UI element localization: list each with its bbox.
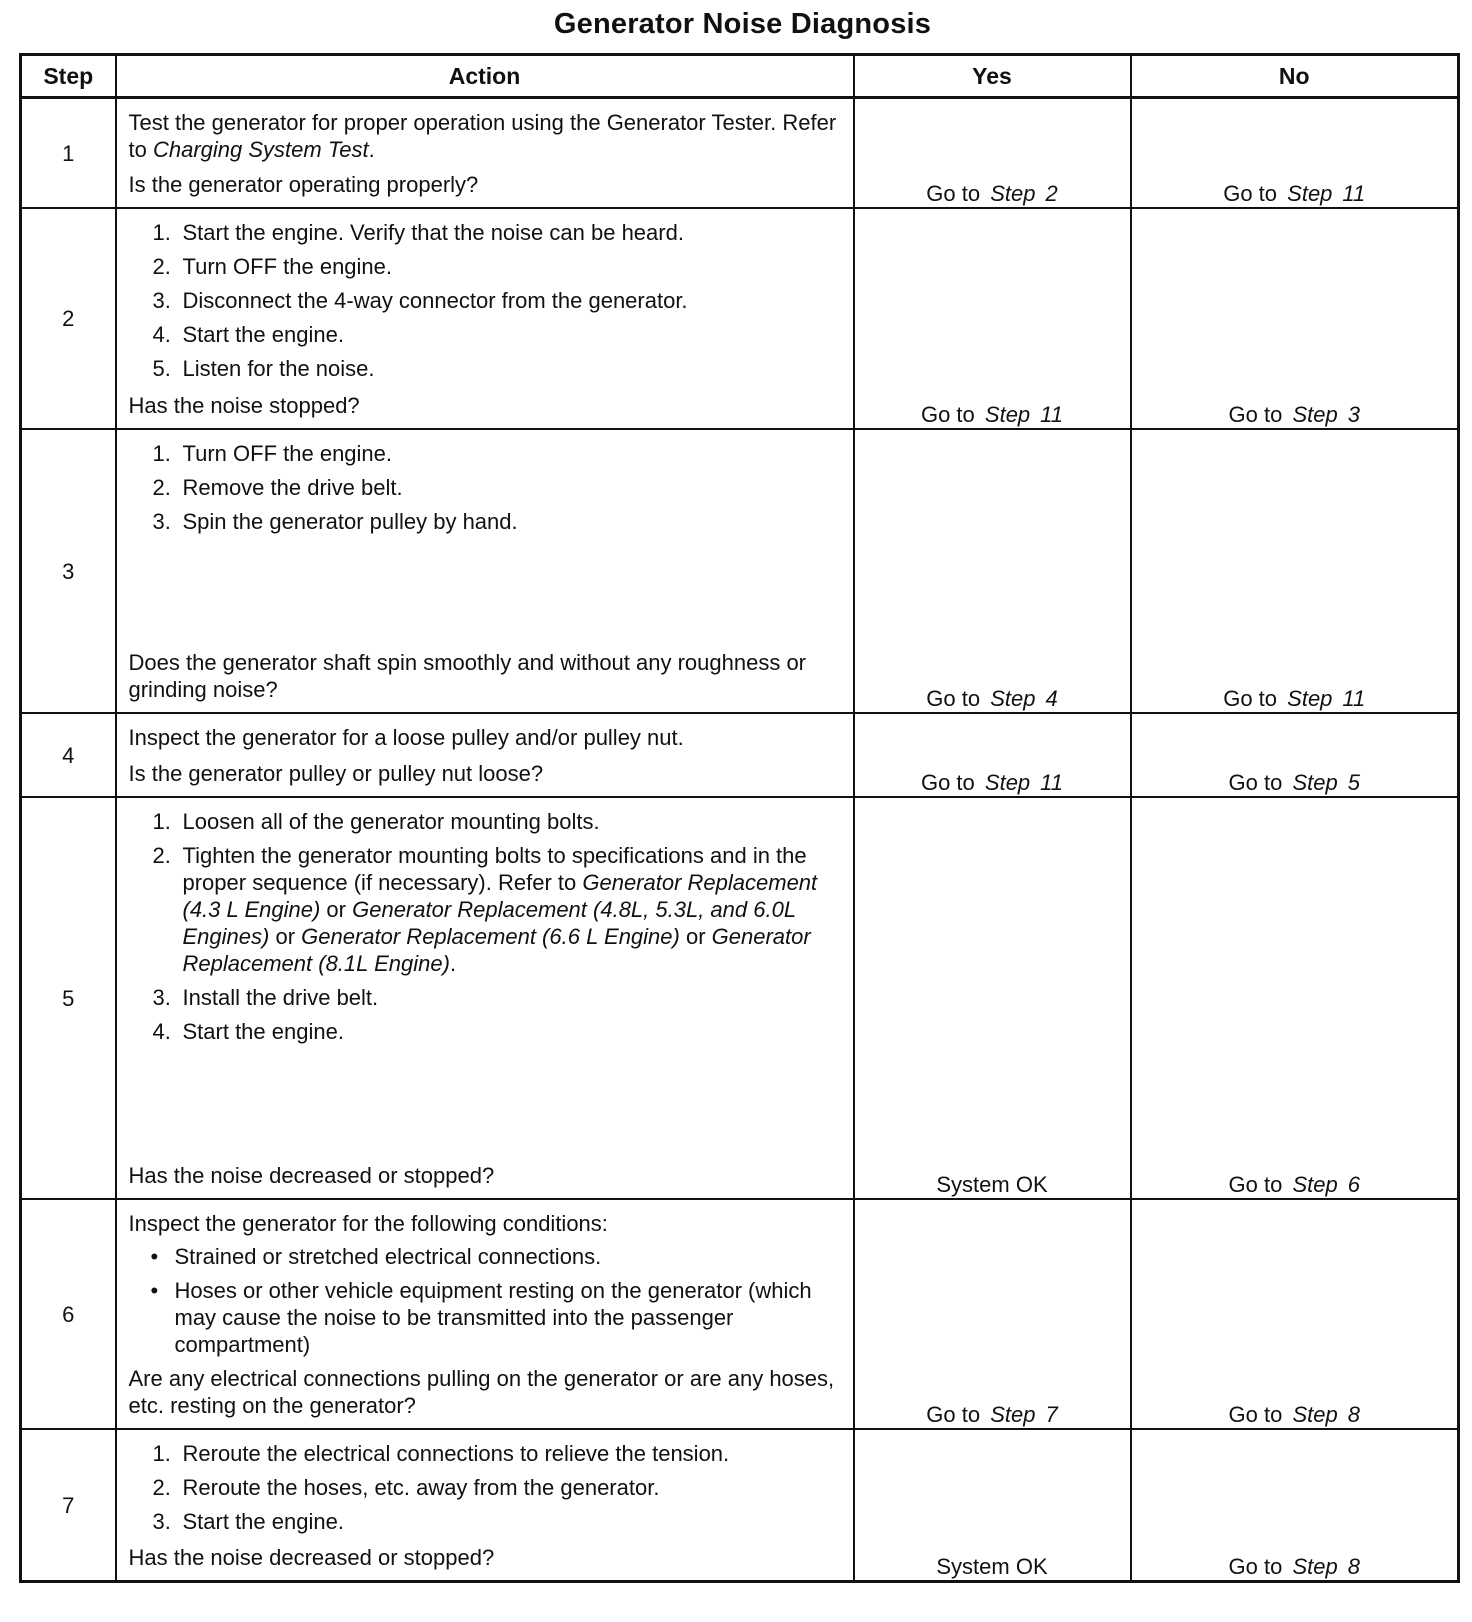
action-question: Has the noise stopped?: [128, 393, 360, 418]
yes-cell: [854, 1199, 1131, 1429]
step-number: 3: [21, 429, 116, 713]
action-question: Is the generator pulley or pulley nut loose?: [128, 761, 544, 786]
table-row: [21, 1429, 1459, 1582]
no-cell: [1131, 208, 1459, 429]
list-item: 1. Reroute the electrical connections to relieve the tension.: [152, 1441, 730, 1466]
step-number: 1: [21, 98, 116, 209]
action-cell: [116, 1199, 854, 1429]
yes-cell: [854, 98, 1131, 209]
goto-link[interactable]: Go to Step 3: [1228, 402, 1360, 427]
no-cell: [1131, 713, 1459, 797]
step-number: 2: [21, 208, 116, 429]
yes-cell: [854, 208, 1131, 429]
action-question: Does the generator shaft spin smoothly and without any roughness or grinding noise?: [128, 650, 807, 702]
no-cell: [1131, 98, 1459, 209]
numbered-list: [129, 219, 843, 389]
step-number: 4: [21, 713, 116, 797]
page-title: Generator Noise Diagnosis: [553, 8, 932, 40]
step-number: 7: [21, 1429, 116, 1582]
list-item: 2. Turn OFF the engine.: [152, 254, 393, 279]
goto-link[interactable]: Go to Step 11: [1223, 181, 1366, 206]
list-item: 1. Turn OFF the engine.: [152, 441, 393, 466]
goto-link[interactable]: Go to Step 11: [1223, 686, 1366, 711]
action-intro: Test the generator for proper operation using the Generator Tester. Refer to Charging System Test.: [128, 110, 837, 162]
list-item: 3. Start the engine.: [152, 1509, 344, 1534]
table-row: [21, 429, 1459, 713]
list-item: 4. Start the engine.: [152, 1019, 344, 1044]
table-row: [21, 713, 1459, 797]
list-item: 3. Disconnect the 4-way connector from the generator.: [152, 288, 688, 313]
action-cell: [116, 208, 854, 429]
table-row: [21, 208, 1459, 429]
bullet-list: [129, 1243, 843, 1358]
no-cell: [1131, 429, 1459, 713]
doc-reference: Generator Replacement (8.1L Engine): [182, 924, 811, 976]
action-cell: [116, 98, 854, 209]
result-system-ok: System OK: [936, 1554, 1048, 1579]
step-number: 6: [21, 1199, 116, 1429]
numbered-list: [129, 808, 843, 1052]
doc-reference: Charging System Test: [152, 137, 369, 162]
goto-link[interactable]: Go to Step 6: [1228, 1172, 1360, 1197]
header-action: Action: [116, 55, 854, 98]
action-cell: [116, 1429, 854, 1582]
list-item: 2. Remove the drive belt.: [152, 475, 403, 500]
step-number: 5: [21, 797, 116, 1199]
table-row: [21, 797, 1459, 1199]
yes-cell: [854, 1429, 1131, 1582]
list-item: 3. Spin the generator pulley by hand.: [152, 509, 518, 534]
goto-link[interactable]: Go to Step 7: [926, 1402, 1058, 1427]
table-row: [21, 1199, 1459, 1429]
doc-reference: Generator Replacement (4.3 L Engine): [182, 870, 818, 922]
list-item: 2. Reroute the hoses, etc. away from the generator.: [152, 1475, 660, 1500]
action-question: Has the noise decreased or stopped?: [128, 1545, 495, 1570]
diagnosis-table: [19, 53, 1460, 1583]
header-step: Step: [21, 55, 116, 98]
numbered-list: [129, 440, 843, 542]
action-question: Has the noise decreased or stopped?: [128, 1163, 495, 1188]
goto-link[interactable]: Go to Step 5: [1228, 770, 1360, 795]
goto-link[interactable]: Go to Step 2: [926, 181, 1058, 206]
action-intro: Inspect the generator for the following conditions:: [128, 1211, 608, 1236]
table-row: [21, 98, 1459, 209]
yes-cell: [854, 797, 1131, 1199]
result-system-ok: System OK: [936, 1172, 1048, 1197]
list-item: 4. Start the engine.: [152, 322, 344, 347]
action-intro: Inspect the generator for a loose pulley and/or pulley nut.: [128, 725, 684, 750]
goto-link[interactable]: Go to Step 11: [920, 770, 1064, 795]
list-item: 3. Install the drive belt.: [152, 985, 379, 1010]
doc-reference: Generator Replacement (6.6 L Engine): [301, 924, 680, 949]
header-row: [21, 55, 1459, 98]
goto-link[interactable]: Go to Step 11: [920, 402, 1064, 427]
doc-reference: Generator Replacement (4.8L, 5.3L, and 6.0L Engines): [182, 897, 796, 949]
goto-link[interactable]: Go to Step 8: [1228, 1402, 1360, 1427]
action-cell: [116, 797, 854, 1199]
goto-link[interactable]: Go to Step 4: [926, 686, 1058, 711]
no-cell: [1131, 797, 1459, 1199]
header-yes: Yes: [854, 55, 1131, 98]
yes-cell: [854, 429, 1131, 713]
list-item: 1. Loosen all of the generator mounting bolts.: [152, 809, 600, 834]
list-item: 2. Tighten the generator mounting bolts to specifications and in the proper sequence (if necessary). Refer to Generator Replacement (4.3 L Engine) or Generator Replacement (4.8L, 5.3L, and 6.0L Engines) or Generator Replacement (6.6 L Engine) or Generator Replacement (8.1L Engine).: [152, 843, 818, 976]
no-cell: [1131, 1429, 1459, 1582]
action-cell: [116, 713, 854, 797]
action-cell: [116, 429, 854, 713]
yes-cell: [854, 713, 1131, 797]
header-no: No: [1131, 55, 1459, 98]
list-item: • Strained or stretched electrical connections.: [150, 1244, 602, 1269]
no-cell: [1131, 1199, 1459, 1429]
action-question: Are any electrical connections pulling on the generator or are any hoses, etc. resting on the generator?: [128, 1366, 835, 1418]
list-item: 1. Start the engine. Verify that the noise can be heard.: [152, 220, 684, 245]
list-item: 5. Listen for the noise.: [152, 356, 375, 381]
action-question: Is the generator operating properly?: [128, 172, 479, 197]
goto-link[interactable]: Go to Step 8: [1228, 1554, 1360, 1579]
list-item: • Hoses or other vehicle equipment resting on the generator (which may cause the noise to be transmitted into the passenger compartment): [150, 1278, 812, 1357]
numbered-list: [129, 1440, 843, 1542]
